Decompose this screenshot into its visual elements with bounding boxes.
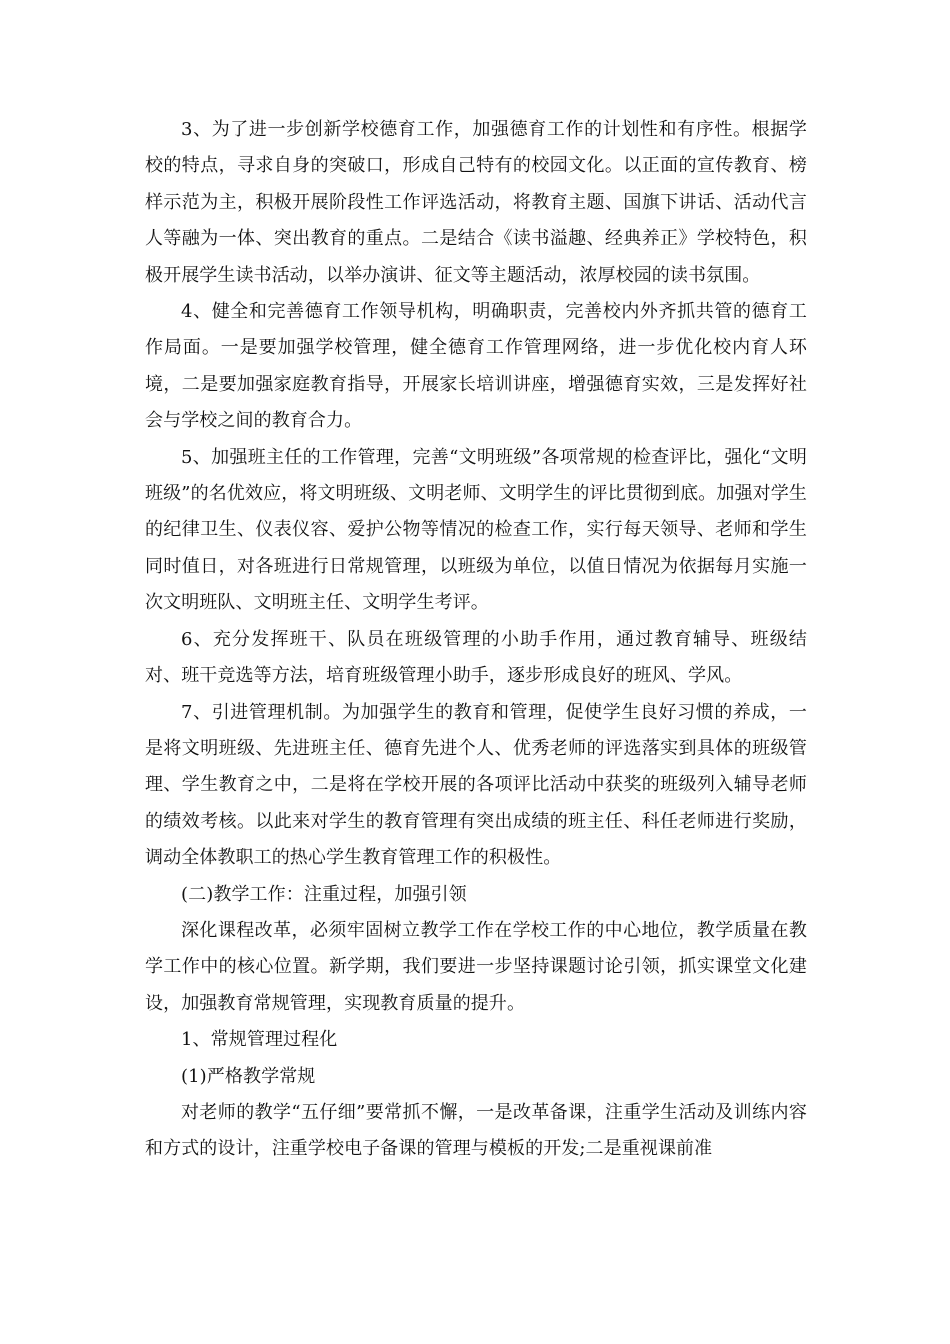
paragraph-item-6: 6、充分发挥班干、队员在班级管理的小助手作用，通过教育辅导、班级结对、班干竞选等方法，培育班级管理小助手，逐步形成良好的班风、学风。 [145,628,807,687]
subheading-strict-routine: (1)严格教学常规 [181,1065,316,1087]
paragraph-five-careful: 对老师的教学“五仔细”要常抓不懈，一是改革备课，注重学生活动及训练内容和方式的设计，注重学校电子备课的管理与模板的开发;二是重视课前准 [145,1101,807,1160]
paragraph-item-3: 3、为了进一步创新学校德育工作，加强德育工作的计划性和有序性。根据学校的特点，寻求自身的突破口，形成自己特有的校园文化。以正面的宣传教育、榜样示范为主，积极开展阶段性工作评选活动，将教育主题、国旗下讲话、活动代言人等融为一体、突出教育的重点。二是结合《读书溢趣、经典养正》学校特色，积极开展学生读书活动，以举办演讲、征文等主题活动，浓厚校园的读书氛围。 [145,119,807,286]
document-body [145,112,807,1168]
subheading-routine-management: 1、常规管理过程化 [181,1029,338,1051]
paragraph-item-4: 4、健全和完善德育工作领导机构，明确职责，完善校内外齐抓共管的德育工作局面。一是要加强学校管理，健全德育工作管理网络，进一步优化校内育人环境，二是要加强家庭教育指导，开展家长培训讲座，增强德育实效，三是发挥好社会与学校之间的教育合力。 [145,301,807,432]
paragraph-item-7: 7、引进管理机制。为加强学生的教育和管理，促使学生良好习惯的养成，一是将文明班级、先进班主任、德育先进个人、优秀老师的评选落实到具体的班级管理、学生教育之中，二是将在学校开展的各项评比活动中获奖的班级列入辅导老师的绩效考核。以此来对学生的教育管理有突出成绩的班主任、科任老师进行奖励，调动全体教职工的热心学生教育管理工作的积极性。 [145,701,807,869]
paragraph-item-5: 5、加强班主任的工作管理，完善“文明班级”各项常规的检查评比，强化“文明班级”的名优效应，将文明班级、文明老师、文明学生的评比贯彻到底。加强对学生的纪律卫生、仪表仪容、爱护公物等情况的检查工作，实行每天领导、老师和学生同时值日，对各班进行日常规管理，以班级为单位，以值日情况为依据每月实施一次文明班队、文明班主任、文明学生考评。 [145,446,807,614]
paragraph-teaching-intro: 深化课程改革，必须牢固树立教学工作在学校工作的中心地位，教学质量在教学工作中的核心位置。新学期，我们要进一步坚持课题讨论引领，抓实课堂文化建设，加强教育常规管理，实现教育质量的提升。 [145,919,807,1014]
section-heading-teaching: (二)教学工作：注重过程，加强引领 [181,883,467,905]
